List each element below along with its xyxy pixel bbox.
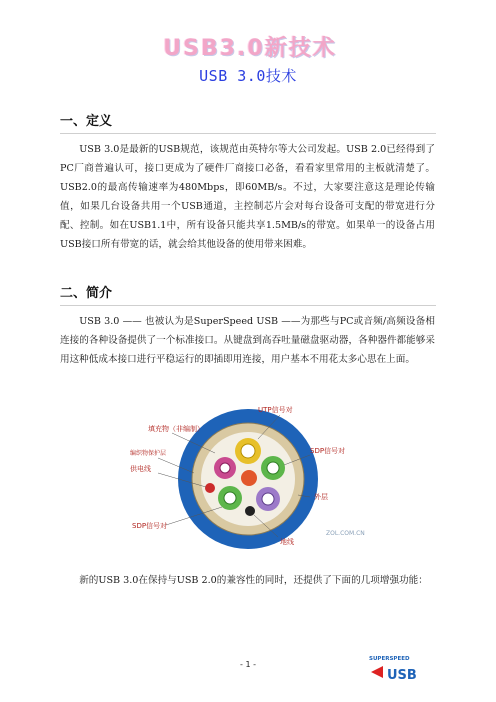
label-filler: 填充物（非编制） [148,425,204,433]
page-number: - 1 - [240,660,256,669]
label-ground: 地线 [280,538,294,546]
section-divider [60,133,436,134]
label-sdp-left: SDP信号对 [132,522,168,530]
header-banner [150,34,350,64]
label-power: 供电线 [130,465,151,473]
intro-text: USB 3.0 —— 也被认为是SuperSpeed USB ——为那些与PC或音频/高频设备相连接的各种设备提供了一个标准接口。从键盘到高吞吐量磁盘驱动器，各种器件都能够采用这种低成本接口进行平稳运行的即插即用连接，用户基本不用花太多心思在上面。 [60,316,435,365]
cable-cross-section-diagram [130,403,370,553]
section-heading-intro: 二、简介 [60,286,113,301]
logo-top-text: SUPERSPEED [369,656,410,662]
label-braid-shield: 编织物保护层 [130,450,167,457]
section-divider [60,305,436,306]
logo-main-text: USB [387,668,417,683]
watermark-text: ZOL.COM.CN [326,530,365,537]
section-heading-definition: 一、定义 [60,114,113,129]
label-outer: 外层 [314,493,328,501]
label-sdp-right: SDP信号对 [310,447,346,455]
intro-paragraph [60,312,435,369]
definition-text: USB 3.0是最新的USB规范，该规范由英特尔等大公司发起。USB 2.0已经得到了PC厂商普遍认可，接口更成为了硬件厂商接口必备，看看家里常用的主板就清楚了。 USB2.0的最高传输速率为480Mbps，即60MB/s。不过，大家要注意这是理论传输值，如果几台设备共用一个USB通道，主控制芯片会对每台设备可支配的带宽进行分配、控制。如在USB1.1中，所有设备只能共享1.5MB/s的带宽。如果单一的设备占用USB接口所有带宽的话，就会给其他设备的使用带来困难。 [60,144,435,250]
banner-text: USB3.0新技术 [163,36,337,61]
document-title: USB 3.0技术 [199,67,297,85]
enhancements-text: 新的USB 3.0在保持与USB 2.0的兼容性的同时，还提供了下面的几项增强功能： [79,575,428,586]
enhancements-intro [60,571,435,590]
label-utp: UTP信号对 [258,406,293,414]
definition-paragraph [60,140,435,254]
superspeed-usb-logo [367,652,427,686]
